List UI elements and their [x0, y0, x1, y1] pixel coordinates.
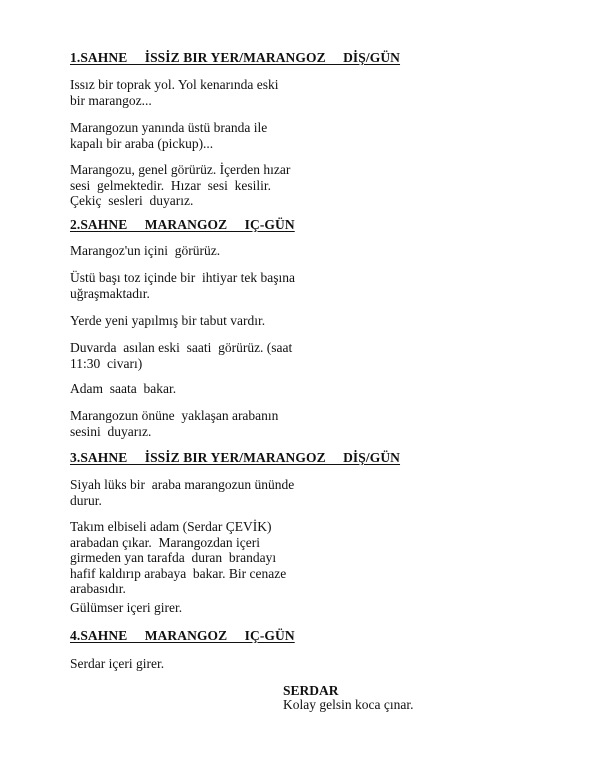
scene-2-paragraph-2: Üstü başı toz içinde bir ihtiyar tek başına uğraşmaktadır.	[70, 270, 295, 301]
scene-4-heading: 4.SAHNE MARANGOZ IÇ-GÜN	[70, 628, 295, 643]
scene-1-heading: 1.SAHNE İSSİZ BIR YER/MARANGOZ DİŞ/GÜN	[70, 50, 401, 65]
scene-2-paragraph-6: Marangozun önüne yaklaşan arabanın sesini duyarız.	[70, 408, 279, 439]
scene-2-paragraph-4: Duvarda asılan eski saati görürüz. (saat 11:30 civarı)	[70, 340, 293, 371]
scene-4-paragraph-1: Serdar içeri girer.	[70, 656, 165, 671]
scene-1-paragraph-3: Marangozu, genel görürüz. İçerden hızar sesi gelmektedir. Hızar sesi kesilir. Çekiç sesleri duyarız.	[70, 162, 291, 208]
scene-2-heading: 2.SAHNE MARANGOZ IÇ-GÜN	[70, 217, 295, 232]
scene-3-paragraph-1: Siyah lüks bir araba marangozun ününde durur.	[70, 477, 295, 508]
scene-3-paragraph-2: Takım elbiseli adam (Serdar ÇEVİK) arabadan çıkar. Marangozdan içeri girmeden yan tarafda duran brandayı hafif kaldırıp arabaya bakar. Bir cenaze arabasıdır.	[70, 519, 287, 596]
scene-1-paragraph-2: Marangozun yanında üstü branda ile kapalı bir araba (pickup)...	[70, 120, 268, 151]
scene-2-paragraph-5: Adam saata bakar.	[70, 381, 177, 396]
scene-3-paragraph-3: Gülümser içeri girer.	[70, 600, 183, 615]
scene-3-heading: 3.SAHNE İSSİZ BIR YER/MARANGOZ DİŞ/GÜN	[70, 450, 401, 465]
scene-2-paragraph-3: Yerde yeni yapılmış bir tabut vardır.	[70, 313, 266, 328]
scene-1-paragraph-1: Issız bir toprak yol. Yol kenarında eski bir marangoz...	[70, 77, 279, 108]
character-name: SERDAR	[283, 683, 339, 698]
dialogue-line: Kolay gelsin koca çınar.	[283, 697, 414, 712]
scene-2-paragraph-1: Marangoz'un içini görürüz.	[70, 243, 221, 258]
